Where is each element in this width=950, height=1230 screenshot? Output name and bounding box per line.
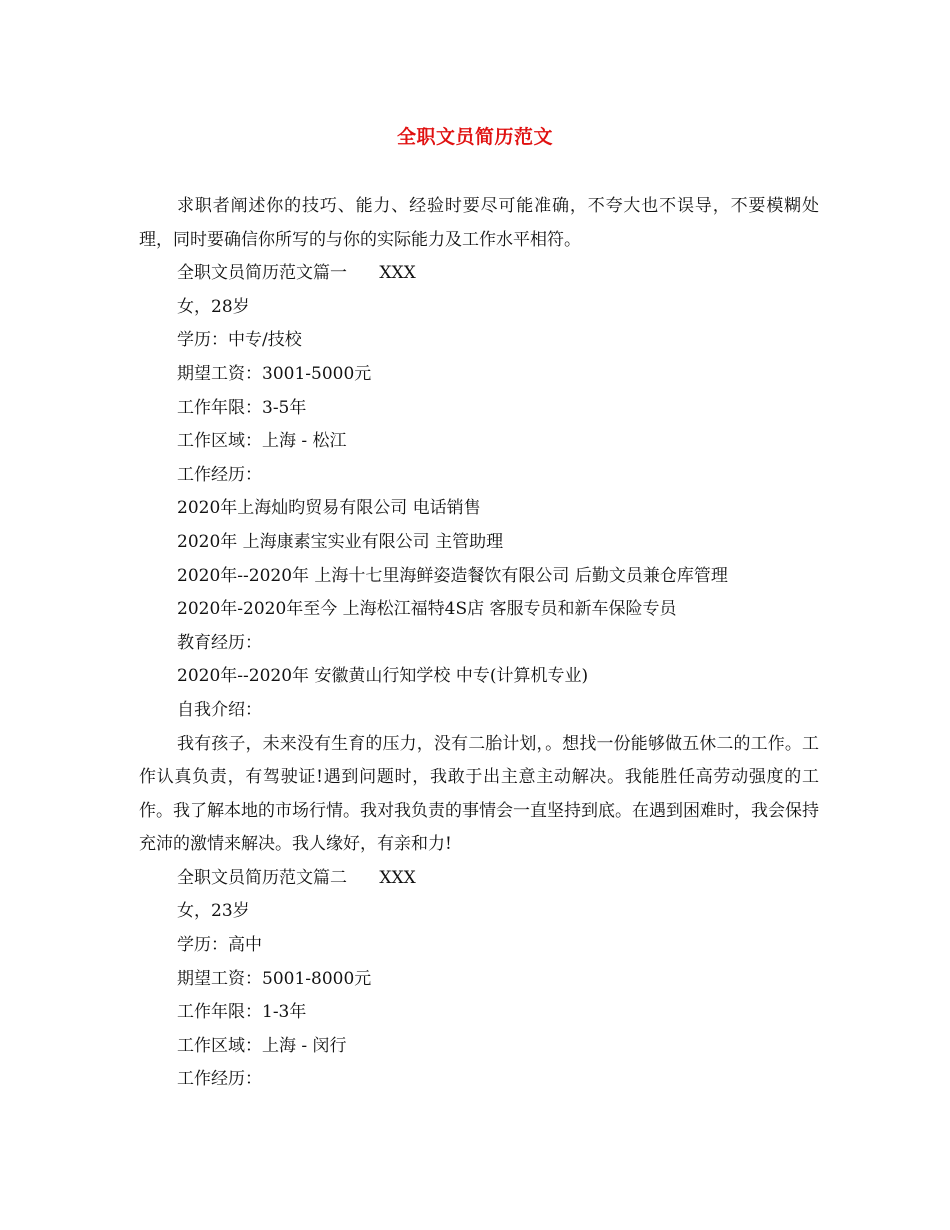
resume2-salary: 期望工资：5001-8000元: [177, 968, 372, 989]
resume1-work-item: 2020年 上海康素宝实业有限公司 主管助理: [177, 531, 504, 552]
resume1-work-label: 工作经历：: [177, 464, 262, 485]
resume2-education: 学历：高中: [177, 935, 262, 956]
resume1-work-item: 2020年上海灿昀贸易有限公司 电话销售: [177, 498, 481, 519]
resume2-heading: 全职文员简历范文篇二 XXX: [177, 867, 416, 888]
resume1-work-item: 2020年-2020年至今 上海松江福特4S店 客服专员和新车保险专员: [177, 599, 677, 620]
resume1-gender-age: 女，28岁: [177, 296, 250, 317]
resume1-edu-label: 教育经历：: [177, 632, 262, 653]
resume2-years: 工作年限：1-3年: [177, 1002, 307, 1023]
resume1-education: 学历：中专/技校: [177, 330, 302, 351]
resume1-region: 工作区域：上海 - 松江: [177, 431, 347, 452]
resume2-gender-age: 女，23岁: [177, 901, 250, 922]
resume1-heading: 全职文员简历范文篇一 XXX: [177, 263, 416, 284]
resume1-edu-item: 2020年--2020年 安徽黄山行知学校 中专(计算机专业): [177, 666, 589, 687]
resume1-self-label: 自我介绍：: [177, 699, 262, 720]
document-title: 全职文员简历范文: [396, 126, 553, 148]
resume2-work-label: 工作经历：: [177, 1069, 262, 1090]
document-body: [139, 190, 819, 1097]
resume1-salary: 期望工资：3001-5000元: [177, 363, 372, 384]
resume1-work-item: 2020年--2020年 上海十七里海鲜姿造餐饮有限公司 后勤文员兼仓库管理: [177, 565, 728, 586]
intro-paragraph: 求职者阐述你的技巧、能力、经验时要尽可能准确，不夸大也不误导，不要模糊处理，同时要确信你所写的与你的实际能力及工作水平相符。: [139, 196, 819, 250]
resume1-self-intro: 我有孩子，未来没有生育的压力，没有二胎计划，。想找一份能够做五休二的工作。工作认真负责，有驾驶证!遇到问题时，我敢于出主意主动解决。我能胜任高劳动强度的工作。我了解本地的市场行情。我对我负责的事情会一直坚持到底。在遇到困难时，我会保持充沛的激情来解决。我人缘好，有亲和力!: [139, 733, 819, 855]
resume2-region: 工作区域：上海 - 闵行: [177, 1035, 347, 1056]
resume1-years: 工作年限：3-5年: [177, 397, 307, 418]
